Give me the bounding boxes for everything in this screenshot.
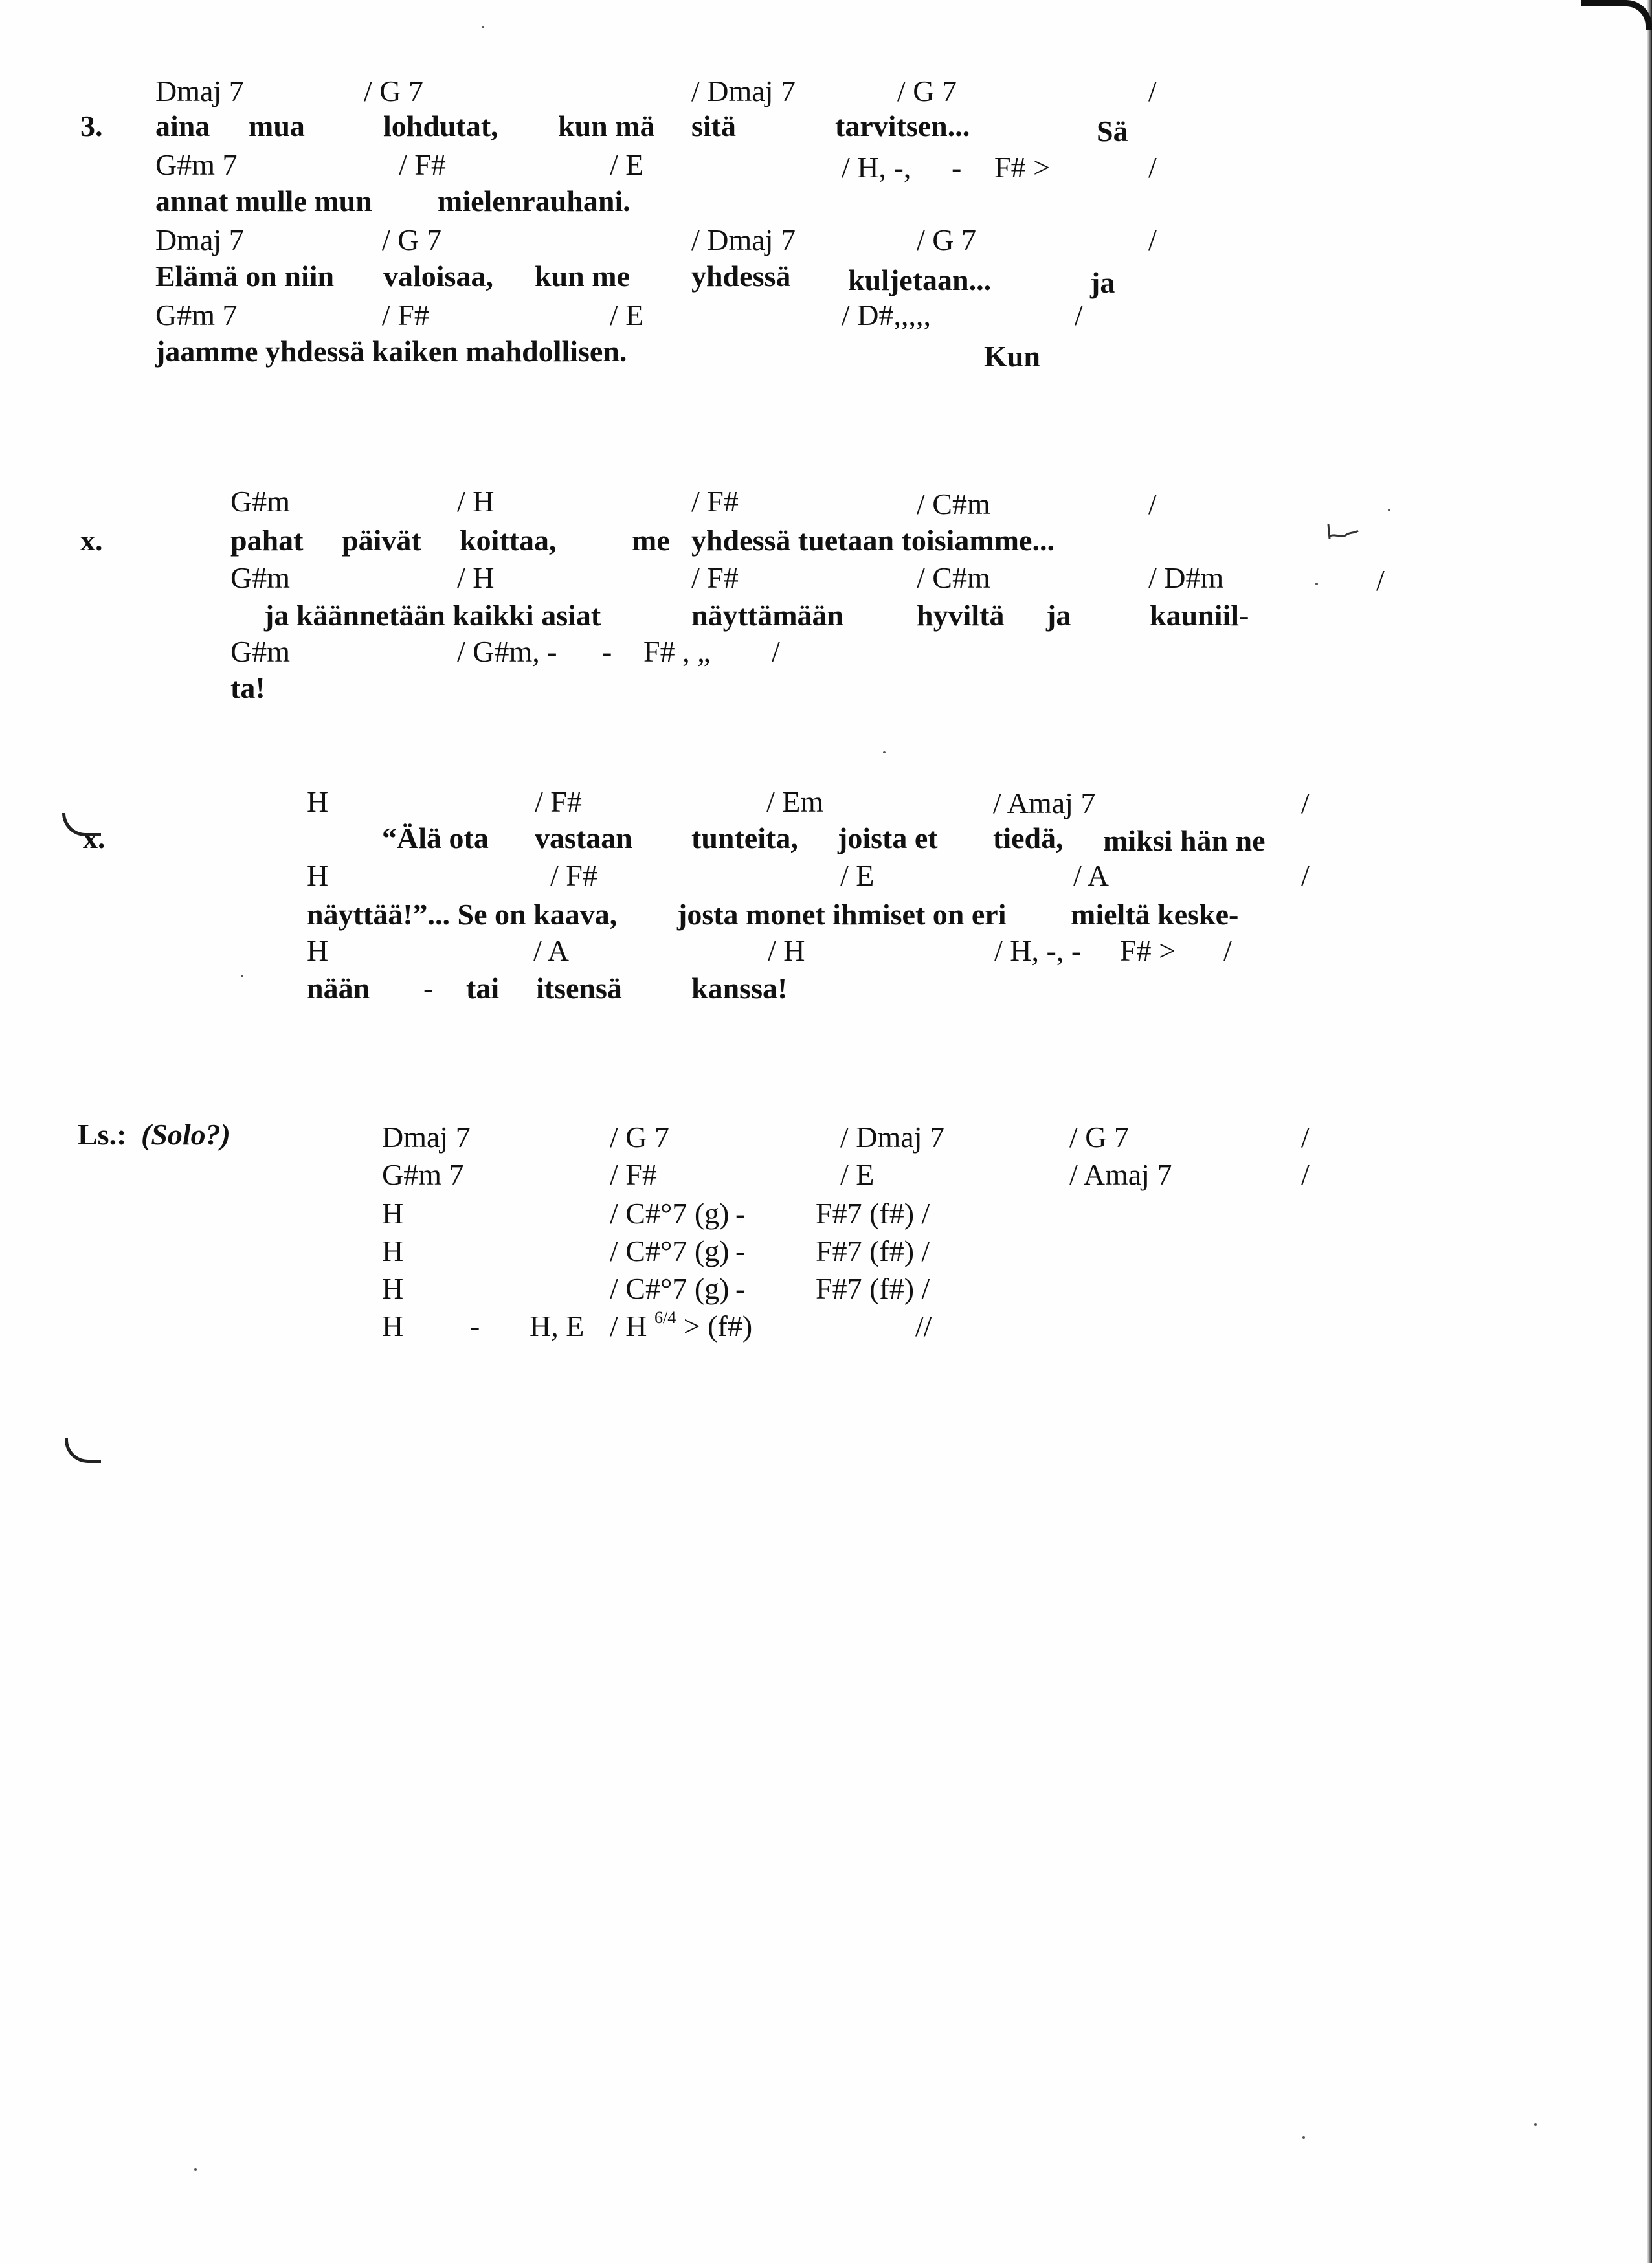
chord: F# >	[1120, 934, 1176, 967]
scan-speck	[1302, 2136, 1305, 2139]
lyric: valoisaa,	[383, 260, 493, 293]
lyric: vastaan	[535, 821, 632, 854]
chord: / Amaj 7	[993, 786, 1096, 819]
chord: H	[307, 934, 329, 967]
chord: / G 7	[897, 74, 957, 107]
chord: Dmaj 7	[382, 1120, 471, 1154]
lyric: lohdutat,	[383, 109, 498, 142]
chord: G#m 7	[382, 1158, 464, 1191]
scan-speck	[482, 26, 484, 28]
lyric: ja	[1046, 599, 1071, 632]
chorus-label: x.	[80, 524, 103, 557]
lyric: kanssa!	[691, 972, 788, 1005]
lyric: pahat	[230, 524, 304, 557]
lyric: kun mä	[558, 109, 655, 142]
chord: H, E	[530, 1310, 585, 1343]
lyric: ta!	[230, 671, 265, 704]
chord	[610, 1308, 753, 1343]
chord: / Dmaj 7	[691, 223, 796, 256]
chord: / F#	[610, 1158, 657, 1191]
chord: F#7 (f#) /	[816, 1272, 930, 1305]
chord: / G 7	[382, 223, 441, 256]
lyric: päivät	[342, 524, 421, 557]
lyric: -	[423, 972, 434, 1005]
hand-drawn-curl	[62, 813, 101, 836]
lyric: koittaa,	[460, 524, 557, 557]
chord-root: / H	[610, 1310, 647, 1343]
chord: G#m	[230, 635, 290, 668]
lyric: hyviltä	[917, 599, 1005, 632]
chord: H	[382, 1272, 404, 1305]
lyric: ja	[1090, 266, 1115, 299]
chord: / A	[533, 934, 569, 967]
lyric: miksi hän ne	[1103, 824, 1266, 857]
chord: F# >	[994, 151, 1051, 184]
chord: Dmaj 7	[155, 223, 244, 256]
chord: / H	[457, 485, 495, 518]
chord: / F#	[382, 298, 429, 331]
chord: / F#	[399, 148, 446, 181]
chord: / E	[610, 148, 644, 181]
lyric: kuljetaan...	[848, 263, 992, 296]
lyric: mieltä keske-	[1071, 898, 1239, 931]
chord: / C#m	[917, 561, 990, 594]
chord: /	[1376, 564, 1385, 597]
chord: / F#	[691, 485, 739, 518]
chord: /	[1075, 298, 1083, 331]
lyric: kauniil-	[1150, 599, 1249, 632]
chord: / C#m	[917, 487, 990, 520]
lyric: itsensä	[536, 972, 622, 1005]
solo-label-note: (Solo?)	[141, 1118, 230, 1151]
chord: -	[735, 1197, 746, 1230]
scan-speck	[241, 975, 243, 977]
lyric: tunteita,	[691, 821, 798, 854]
lyric: tiedä,	[993, 821, 1064, 854]
chord: H	[382, 1197, 404, 1230]
lyric: Sä	[1097, 115, 1128, 148]
chord: / H	[457, 561, 495, 594]
lyric: joista et	[838, 821, 938, 854]
chord: //	[915, 1310, 932, 1343]
chord: /	[1148, 74, 1157, 107]
chord: /	[1301, 859, 1310, 892]
chord: G#m	[230, 485, 290, 518]
chord: / H, -,	[842, 151, 911, 184]
chord: / A	[1073, 859, 1109, 892]
pencil-scribble	[1324, 522, 1363, 548]
verse-label: 3.	[80, 109, 103, 142]
chord: / C#°7 (g)	[610, 1272, 730, 1305]
chord: /	[1148, 487, 1157, 520]
chord: -	[602, 635, 612, 668]
scan-speck	[194, 2168, 197, 2171]
lyric: Kun	[984, 340, 1040, 373]
lyric: josta monet ihmiset on eri	[677, 898, 1007, 931]
chord: / G#m, -	[457, 635, 557, 668]
lyric: yhdessä tuetaan toisiamme...	[691, 524, 1055, 557]
chord: /	[1301, 786, 1310, 819]
chord: / F#	[691, 561, 739, 594]
chord: G#m 7	[155, 148, 238, 181]
chord: /	[772, 635, 780, 668]
lyric: tai	[466, 972, 500, 1005]
chord: H	[307, 859, 329, 892]
chord-bass: > (f#)	[683, 1310, 753, 1343]
chord: / G 7	[364, 74, 423, 107]
chord: / H	[768, 934, 805, 967]
chord: H	[382, 1310, 404, 1343]
chord: F# , „	[643, 635, 711, 668]
scan-speck	[1534, 2123, 1537, 2126]
chord: / F#	[550, 859, 597, 892]
chord: / E	[840, 859, 875, 892]
lyric: mielenrauhani.	[438, 184, 631, 217]
chord: F#7 (f#) /	[816, 1234, 930, 1267]
chord: -	[470, 1310, 480, 1343]
chord: /	[1301, 1158, 1310, 1191]
lyric: “Älä ota	[382, 821, 489, 854]
lyric: ja käännetään kaikki asiat	[264, 599, 601, 632]
chord: /	[1301, 1120, 1310, 1154]
scan-speck	[1315, 583, 1318, 585]
chord: / G 7	[1069, 1120, 1129, 1154]
scan-edge-shadow	[1647, 0, 1652, 2263]
lyric: mua	[249, 109, 305, 142]
chord: / G 7	[610, 1120, 669, 1154]
chord: / H, -, -	[994, 934, 1082, 967]
chord: -	[735, 1272, 746, 1305]
chord-inversion: 6/4	[654, 1308, 676, 1327]
chord: / C#°7 (g)	[610, 1234, 730, 1267]
chord: /	[1148, 223, 1157, 256]
chord: H	[382, 1234, 404, 1267]
lyric: me	[632, 524, 670, 557]
chord: / Dmaj 7	[691, 74, 796, 107]
chord: / Amaj 7	[1069, 1158, 1172, 1191]
chord: / Em	[766, 785, 824, 818]
chord: / G 7	[917, 223, 976, 256]
lyric: jaamme yhdessä kaiken mahdollisen.	[155, 335, 627, 368]
chord: / E	[840, 1158, 875, 1191]
chord: / Dmaj 7	[840, 1120, 944, 1154]
chord: G#m 7	[155, 298, 238, 331]
chord: /	[1148, 151, 1157, 184]
scan-edge-mark	[1581, 0, 1652, 30]
lyric: sitä	[691, 109, 736, 142]
chord: Dmaj 7	[155, 74, 244, 107]
scan-speck	[883, 751, 886, 753]
lyric: Elämä on niin	[155, 260, 335, 293]
chord: / D#m	[1148, 561, 1224, 594]
chord: /	[1223, 934, 1232, 967]
chord: -	[735, 1234, 746, 1267]
lyric: näyttämään	[691, 599, 844, 632]
lyric: nään	[307, 972, 370, 1005]
lyric: annat mulle mun	[155, 184, 372, 217]
chord: / E	[610, 298, 644, 331]
solo-label: Ls.:	[78, 1118, 127, 1151]
lyric: yhdessä	[691, 260, 791, 293]
chord: / F#	[535, 785, 582, 818]
chord: H	[307, 785, 329, 818]
chord: / D#,,,,,	[842, 298, 931, 331]
chord: / C#°7 (g)	[610, 1197, 730, 1230]
scan-speck	[1388, 509, 1390, 511]
lyric: kun me	[535, 260, 630, 293]
chorus-label: x.	[83, 821, 106, 854]
lyric: tarvitsen...	[835, 109, 970, 142]
hand-drawn-curl	[65, 1438, 101, 1463]
chord: -	[952, 151, 962, 184]
chord: F#7 (f#) /	[816, 1197, 930, 1230]
lyric: näyttää!”... Se on kaava,	[307, 898, 618, 931]
chord: G#m	[230, 561, 290, 594]
lyric: aina	[155, 109, 210, 142]
